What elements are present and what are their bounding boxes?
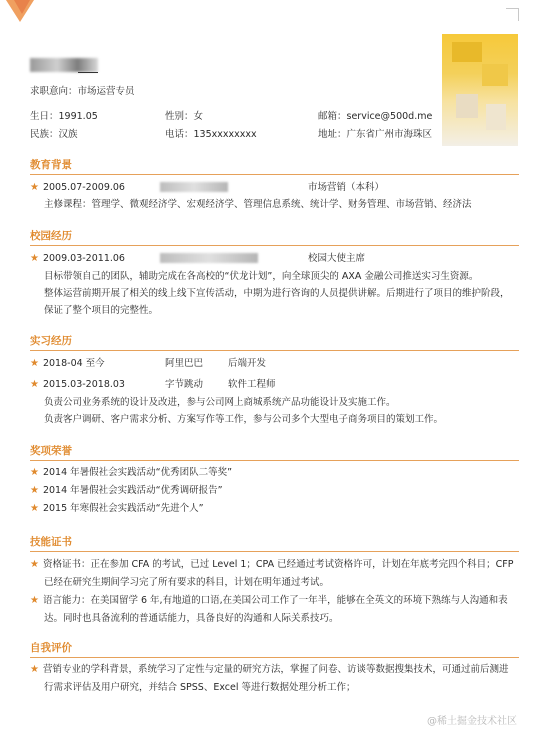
profile-photo <box>442 34 518 146</box>
internship-desc-2: 负责客户调研、客户需求分析、方案写作等工作，参与公司多个大型电子商务项目的策划工作。 <box>44 414 444 425</box>
internship-role-2: 软件工程师 <box>228 379 276 390</box>
watermark: @稀土掘金技术社区 <box>427 716 517 727</box>
internship-company-2: 字节跳动 <box>165 379 204 390</box>
section-title-internship: 实习经历 <box>30 335 72 347</box>
section-rule <box>30 174 519 175</box>
internship-period-1: 2018-04 至今 <box>42 358 105 369</box>
star-icon: ★ <box>30 253 39 264</box>
internship-period-2: 2015.03-2018.03 <box>42 379 125 390</box>
section-rule <box>30 551 519 552</box>
cert-line-2: 已经在研究生期间学习完了所有要求的科目，计划在明年通过考试。 <box>44 577 330 588</box>
lang-line-1: ★ 语言能力：在美国留学 6 年,有地道的口语,在美国公司工作了一年半，能够在全英文的环境下熟练与人沟通和表 <box>30 595 508 606</box>
star-icon: ★ <box>30 559 39 570</box>
section-title-campus: 校园经历 <box>30 230 72 242</box>
lang-line-2: 达。同时也具备流利的普通话能力，具备良好的沟通和人际关系技巧。 <box>44 613 339 624</box>
job-intention: 求职意向：市场运营专员 <box>30 86 135 97</box>
birthday: 生日：1991.05 <box>30 111 98 122</box>
section-title-awards: 奖项荣誉 <box>30 445 72 457</box>
self-line-1: ★ 营销专业的学科背景，系统学习了定性与定量的研究方法，掌握了问卷、访谈等数据搜集技术，可通过前后测进 <box>30 664 509 675</box>
education-entry <box>30 181 125 194</box>
org-redacted <box>160 253 258 263</box>
education-major: 市场营销（本科） <box>308 182 385 193</box>
internship-company-1: 阿里巴巴 <box>165 358 204 369</box>
star-icon: ★ <box>30 182 39 193</box>
star-icon: ★ <box>30 664 39 675</box>
school-redacted <box>160 182 228 192</box>
internship-desc-1: 负责公司业务系统的设计及改进，参与公司网上商城系统产品功能设计及实施工作。 <box>44 397 396 408</box>
section-rule <box>30 657 519 658</box>
star-icon: ★ <box>30 467 39 478</box>
star-icon: ★ <box>30 485 39 496</box>
section-rule <box>30 245 519 246</box>
internship-entry-1 <box>30 357 105 370</box>
internship-entry-2 <box>30 378 125 391</box>
page-corner-mark <box>506 8 519 21</box>
address: 地址：广东省广州市海珠区 <box>318 129 433 140</box>
gender: 性别：女 <box>165 111 204 122</box>
star-icon: ★ <box>30 358 39 369</box>
star-icon: ★ <box>30 595 39 606</box>
phone: 电话：135xxxxxxxx <box>165 129 257 140</box>
self-line-2: 行需求评估及用户研究，并结合 SPSS、Excel 等进行数据处理分析工作； <box>44 682 356 693</box>
section-title-self: 自我评价 <box>30 642 72 654</box>
section-title-skills: 技能证书 <box>30 536 72 548</box>
education-period: 2005.07-2009.06 <box>42 182 125 193</box>
section-rule <box>30 350 519 351</box>
cert-line-1: ★ 资格证书：正在参加 CFA 的考试，已过 Level 1；CPA 已经通过考试资格许可，计划在年底考完四个科目；CFP <box>30 559 514 570</box>
campus-role: 校园大使主席 <box>308 253 366 264</box>
name-redacted <box>30 58 98 72</box>
campus-period: 2009.03-2011.06 <box>42 253 125 264</box>
section-title-education: 教育背景 <box>30 159 72 171</box>
section-rule <box>30 460 519 461</box>
corner-decoration-inner <box>14 0 30 14</box>
internship-role-1: 后端开发 <box>228 358 267 369</box>
campus-desc-2: 整体运营前期开展了相关的线上线下宣传活动，中期为进行咨询的人员提供讲解。后期进行了项目的维护阶段， <box>44 288 510 299</box>
star-icon: ★ <box>30 503 39 514</box>
education-courses: 主修课程：管理学、微观经济学、宏观经济学、管理信息系统、统计学、财务管理、市场营销、经济法 <box>44 199 472 210</box>
campus-desc-3: 保证了整个项目的完整性。 <box>44 305 159 316</box>
award-item: ★ 2014 年暑假社会实践活动“优秀调研报告” <box>30 485 223 496</box>
ethnicity: 民族：汉族 <box>30 129 78 140</box>
name-underline <box>78 72 98 73</box>
campus-entry <box>30 252 125 265</box>
email: 邮箱：service@500d.me <box>318 111 433 122</box>
award-item: ★ 2014 年暑假社会实践活动“优秀团队二等奖” <box>30 467 233 478</box>
award-item: ★ 2015 年寒假社会实践活动“先进个人” <box>30 503 204 514</box>
star-icon: ★ <box>30 379 39 390</box>
campus-desc-1: 目标带领自己的团队，辅助完成在各高校的“伏龙计划”，向全球顶尖的 AXA 金融公司推送实习生资源。 <box>44 271 479 282</box>
